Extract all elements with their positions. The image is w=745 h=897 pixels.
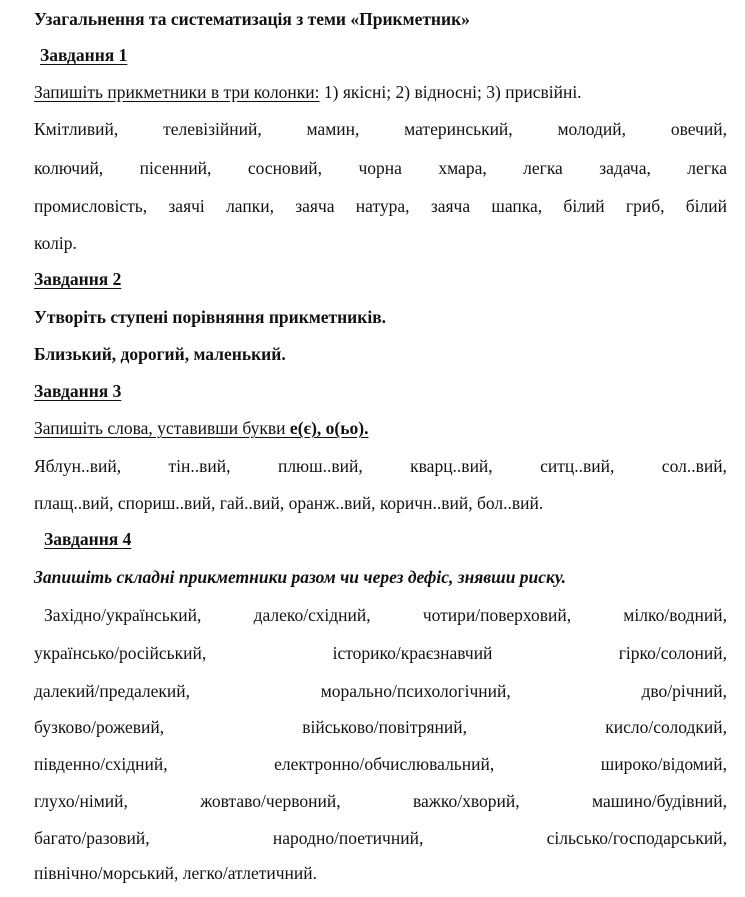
word: заячі <box>168 196 205 216</box>
task1-row1 <box>34 118 727 140</box>
word: шапка, <box>491 196 543 216</box>
word: дво/річний, <box>641 681 727 701</box>
word: історико/краєзнавчий <box>332 643 493 663</box>
word: Західно/український, <box>44 605 202 625</box>
task1-row4: колір. <box>34 233 77 253</box>
word: колючий, <box>34 158 104 178</box>
word: гірко/солоний, <box>618 643 727 663</box>
word: плюш..вий, <box>277 456 363 476</box>
task4-heading: Завдання 4 <box>44 529 132 549</box>
word: Яблун..вий, <box>34 456 122 476</box>
task4-row4 <box>34 716 727 738</box>
word: легка <box>523 158 563 178</box>
word: задача, <box>599 158 651 178</box>
word: тін..вий, <box>168 456 231 476</box>
word: сосновий, <box>247 158 323 178</box>
task2-heading: Завдання 2 <box>34 269 122 289</box>
word: пісенний, <box>139 158 212 178</box>
word: Кмітливий, <box>34 119 119 139</box>
word: молодий, <box>557 119 627 139</box>
task3-instruction-text: Запишіть слова, уставивши букви <box>34 418 290 438</box>
task2-words: Близький, дорогий, маленький. <box>34 344 286 364</box>
word: ситц..вий, <box>540 456 615 476</box>
word: заяча <box>295 196 335 216</box>
word: сол..вий, <box>661 456 727 476</box>
task1-heading: Завдання 1 <box>40 45 128 65</box>
word: сільсько/господарський, <box>546 828 727 848</box>
word: лапки, <box>226 196 274 216</box>
word: білий <box>563 196 605 216</box>
task4-instruction: Запишіть складні прикметники разом чи через дефіс, знявши риску. <box>34 567 566 587</box>
word: кварц..вий, <box>410 456 493 476</box>
word: важко/хворий, <box>413 791 520 811</box>
word: далеко/східний, <box>253 605 371 625</box>
task3-instruction-letters: е(є), о(ьо). <box>289 418 369 438</box>
task4-row2 <box>34 642 727 664</box>
word: чорна <box>358 158 402 178</box>
word: народно/поетичний, <box>272 828 424 848</box>
word: мілко/водний, <box>623 605 727 625</box>
word: легка <box>687 158 727 178</box>
task1-instruction-underlined: Запишіть прикметники в три колонки: <box>34 82 320 102</box>
task4-row3 <box>34 680 727 702</box>
task3-heading: Завдання 3 <box>34 381 122 401</box>
task1-instruction <box>34 81 727 103</box>
task4-row5 <box>34 753 727 775</box>
task4-row8: північно/морський, легко/атлетичний. <box>34 863 318 883</box>
word: морально/психологічний, <box>320 681 511 701</box>
task4-row7 <box>34 827 727 849</box>
word: мамин, <box>306 119 360 139</box>
word: чотири/поверховий, <box>422 605 572 625</box>
task1-row3 <box>34 195 727 217</box>
word: далекий/предалекий, <box>34 681 191 701</box>
word: натура, <box>355 196 410 216</box>
word: широко/відомий, <box>600 754 727 774</box>
word: кисло/солодкий, <box>605 717 727 737</box>
word: промисловість, <box>34 196 148 216</box>
word: гриб, <box>625 196 665 216</box>
word: овечий, <box>670 119 727 139</box>
word: військово/повітряний, <box>302 717 468 737</box>
task4-row1 <box>44 604 727 626</box>
task1-instruction-rest: 1) якісні; 2) відносні; 3) присвійні. <box>319 82 582 102</box>
word: материнський, <box>404 119 513 139</box>
word: жовтаво/червоний, <box>200 791 341 811</box>
word: хмара, <box>438 158 487 178</box>
word: заяча <box>430 196 471 216</box>
word: машино/будівний, <box>592 791 727 811</box>
word: глухо/німий, <box>34 791 128 811</box>
word: бузково/рожевий, <box>34 717 165 737</box>
task1-row2 <box>34 157 727 179</box>
word: білий <box>685 196 727 216</box>
task3-row2: плащ..вий, спориш..вий, гай..вий, оранж..вий, коричн..вий, бол..вий. <box>34 493 544 513</box>
word: телевізійний, <box>163 119 262 139</box>
page-title: Узагальнення та систематизація з теми «Прикметник» <box>34 9 470 29</box>
word: українсько/російський, <box>34 643 207 663</box>
word: південно/східний, <box>34 754 168 774</box>
task4-row6 <box>34 790 727 812</box>
task3-instruction <box>34 417 727 439</box>
word: багато/разовий, <box>34 828 150 848</box>
task2-instruction: Утворіть ступені порівняння прикметників. <box>34 307 387 327</box>
task3-row1 <box>34 455 727 477</box>
word: електронно/обчислювальний, <box>274 754 495 774</box>
